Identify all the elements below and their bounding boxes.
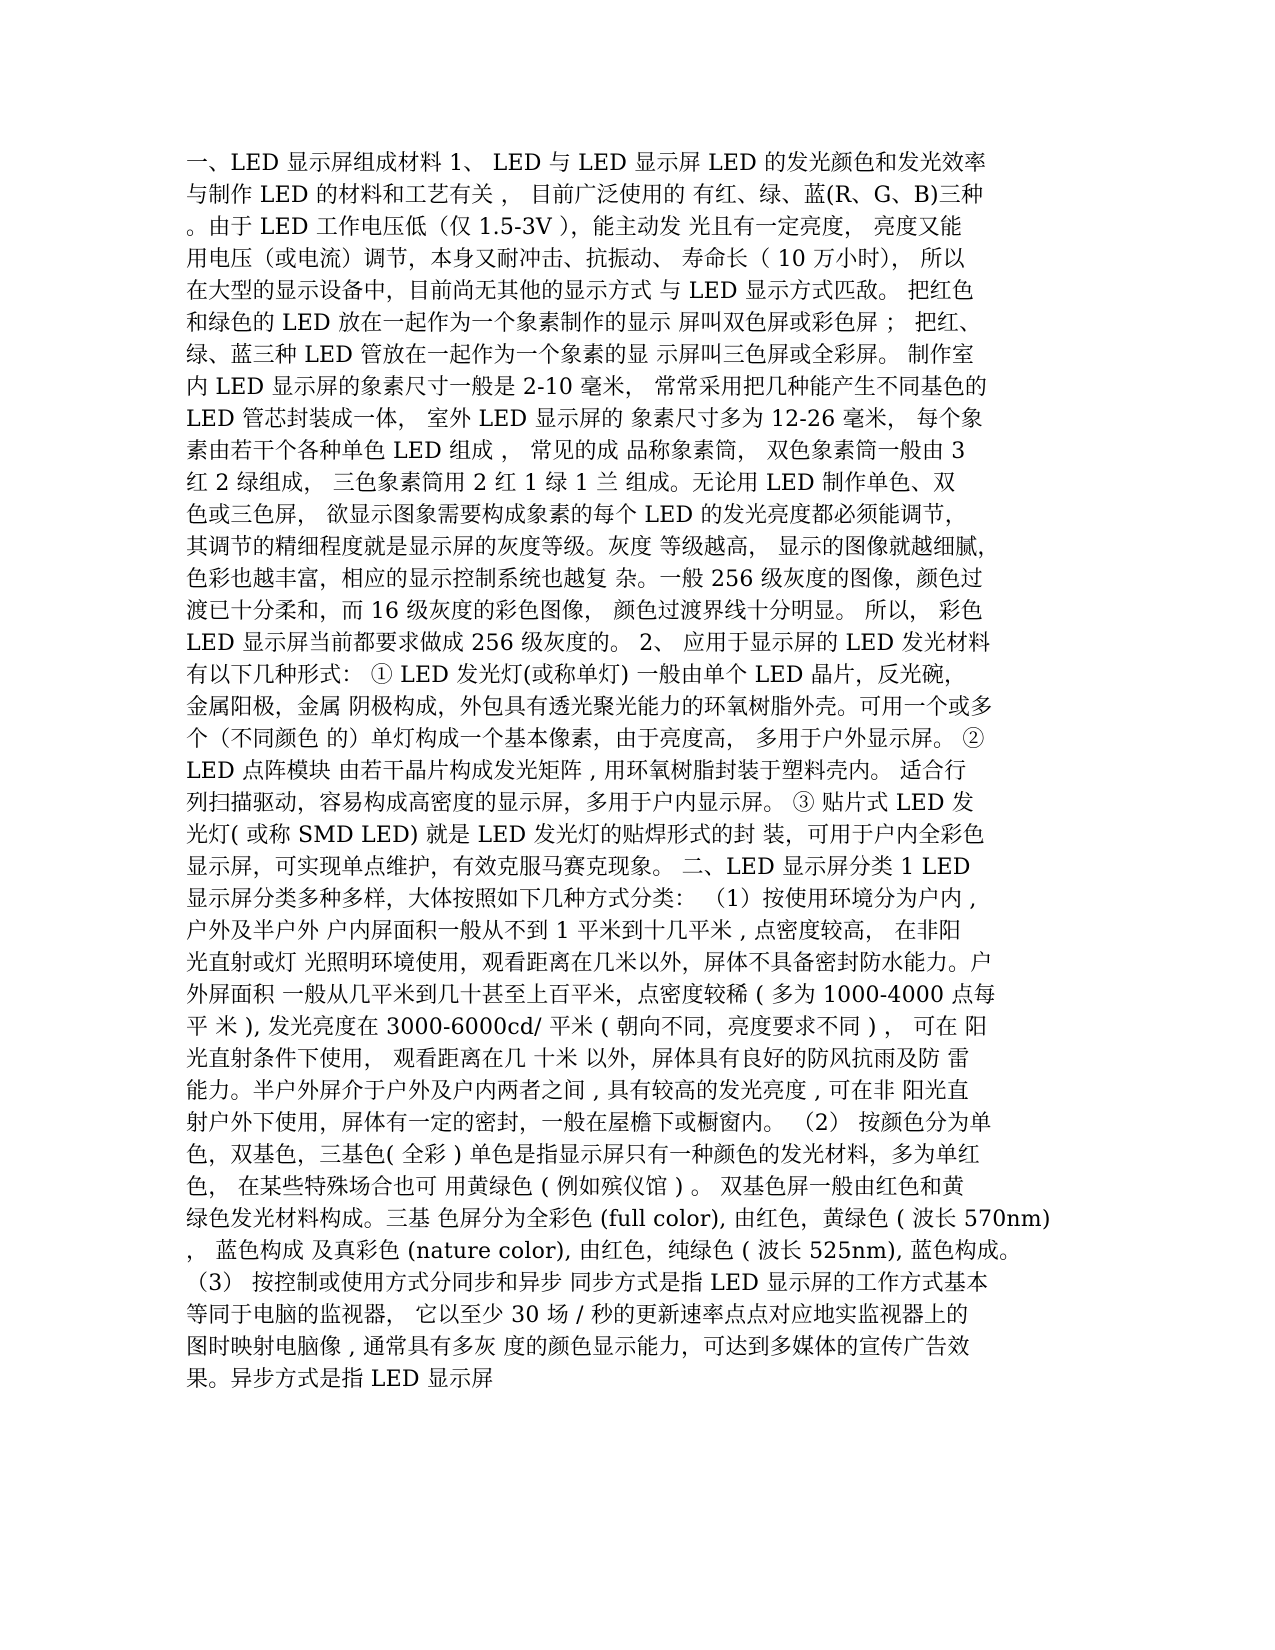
text-line: 金属阳极，金属 阴极构成，外包具有透光聚光能力的环氧树脂外壳。可用一个或多: [186, 695, 993, 720]
text-line: 绿色发光材料构成。三基 色屏分为全彩色 (full color), 由红色，黄绿色 ( 波长 570nm): [186, 1207, 1051, 1232]
text-line: 红 2 绿组成， 三色象素筒用 2 红 1 绿 1 兰 组成。无论用 LED 制作单色、双: [186, 471, 956, 496]
text-line: 色彩也越丰富，相应的显示控制系统也越复 杂。一般 256 级灰度的图像，颜色过: [186, 567, 983, 592]
text-line: 个（不同颜色 的）单灯构成一个基本像素，由于亮度高， 多用于户外显示屏。 ②: [186, 727, 985, 752]
text-line: 色或三色屏， 欲显示图象需要构成象素的每个 LED 的发光亮度都必须能调节，: [186, 503, 967, 528]
text-line: 等同于电脑的监视器， 它以至少 30 场 / 秒的更新速率点点对应地实监视器上的: [186, 1303, 969, 1328]
text-line: 和绿色的 LED 放在一起作为一个象素制作的显示 屏叫双色屏或彩色屏 ； 把红、: [186, 311, 982, 336]
text-line: 果。异步方式是指 LED 显示屏: [186, 1367, 494, 1392]
text-line: 射户外下使用，屏体有一定的密封，一般在屋檐下或橱窗内。 （2） 按颜色分为单: [186, 1111, 992, 1136]
text-line: 绿、蓝三种 LED 管放在一起作为一个象素的显 示屏叫三色屏或全彩屏。 制作室: [186, 343, 975, 368]
text-line: LED 点阵模块 由若干晶片构成发光矩阵 , 用环氧树脂封装于塑料壳内。 适合行: [186, 759, 967, 784]
text-line: 平 米 ), 发光亮度在 3000-6000cd/ 平米 ( 朝向不同，亮度要求不同 ) ， 可在 阳: [186, 1015, 988, 1040]
text-line: 渡已十分柔和，而 16 级灰度的彩色图像， 颜色过渡界线十分明显。 所以， 彩色: [186, 599, 983, 624]
text-line: 色， 在某些特殊场合也可 用黄绿色 ( 例如殡仪馆 ) 。 双基色屏一般由红色和黄: [186, 1175, 965, 1200]
text-line: 。由于 LED 工作电压低（仅 1.5-3V ），能主动发 光且有一定亮度， 亮度又能: [186, 215, 963, 240]
text-line: 一、LED 显示屏组成材料 1、 LED 与 LED 显示屏 LED 的发光颜色和发光效率: [186, 151, 987, 176]
text-line: 显示屏，可实现单点维护，有效克服马赛克现象。 二、LED 显示屏分类 1 LED: [186, 855, 971, 880]
text-line: 光灯( 或称 SMD LED) 就是 LED 发光灯的贴焊形式的封 装，可用于户内全彩色: [186, 823, 985, 848]
text-line: 与制作 LED 的材料和工艺有关 ， 目前广泛使用的 有红、绿、蓝(R、G、B)三种: [186, 183, 984, 208]
text-line: 外屏面积 一般从几平米到几十甚至上百平米，点密度较稀 ( 多为 1000-4000 点每: [186, 983, 996, 1008]
text-line: LED 显示屏当前都要求做成 256 级灰度的。 2、 应用于显示屏的 LED 发光材料: [186, 631, 991, 656]
text-line: 显示屏分类多种多样，大体按照如下几种方式分类： （1）按使用环境分为户内 ,: [186, 887, 977, 912]
text-line: 图时映射电脑像 , 通常具有多灰 度的颜色显示能力，可达到多媒体的宣传广告效: [186, 1335, 970, 1360]
text-line: 在大型的显示设备中，目前尚无其他的显示方式 与 LED 显示方式匹敌。 把红色: [186, 279, 975, 304]
text-line: 色，双基色，三基色( 全彩 ) 单色是指显示屏只有一种颜色的发光材料，多为单红: [186, 1143, 980, 1168]
body-text: [186, 148, 1106, 1396]
text-line: 素由若干个各种单色 LED 组成 ， 常见的成 品称象素筒， 双色象素筒一般由 3: [186, 439, 966, 464]
text-line: 光直射或灯 光照明环境使用，观看距离在几米以外，屏体不具备密封防水能力。户: [186, 951, 993, 976]
text-line: 能力。半户外屏介于户外及户内两者之间 , 具有较高的发光亮度 , 可在非 阳光直: [186, 1079, 969, 1104]
text-line: 用电压（或电流）调节，本身又耐冲击、抗振动、 寿命长（ 10 万小时）， 所以: [186, 247, 965, 272]
text-line: ， 蓝色构成 及真彩色 (nature color), 由红色，纯绿色 ( 波长 525nm), 蓝色构成。: [186, 1239, 1022, 1264]
text-line: 户外及半户外 户内屏面积一般从不到 1 平米到十几平米 , 点密度较高， 在非阳: [186, 919, 961, 944]
text-line: 光直射条件下使用， 观看距离在几 十米 以外，屏体具有良好的防风抗雨及防 雷: [186, 1047, 970, 1072]
text-line: 列扫描驱动，容易构成高密度的显示屏，多用于户内显示屏。 ③ 贴片式 LED 发: [186, 791, 975, 816]
text-line: LED 管芯封装成一体， 室外 LED 显示屏的 象素尺寸多为 12-26 毫米， 每个象: [186, 407, 983, 432]
text-line: 有以下几种形式： ① LED 发光灯(或称单灯) 一般由单个 LED 晶片，反光碗，: [186, 663, 967, 688]
text-line: （3） 按控制或使用方式分同步和异步 同步方式是指 LED 显示屏的工作方式基本: [186, 1271, 989, 1296]
text-line: 其调节的精细程度就是显示屏的灰度等级。灰度 等级越高， 显示的图像就越细腻，: [186, 535, 1000, 560]
text-line: 内 LED 显示屏的象素尺寸一般是 2-10 毫米， 常常采用把几种能产生不同基色的: [186, 375, 988, 400]
